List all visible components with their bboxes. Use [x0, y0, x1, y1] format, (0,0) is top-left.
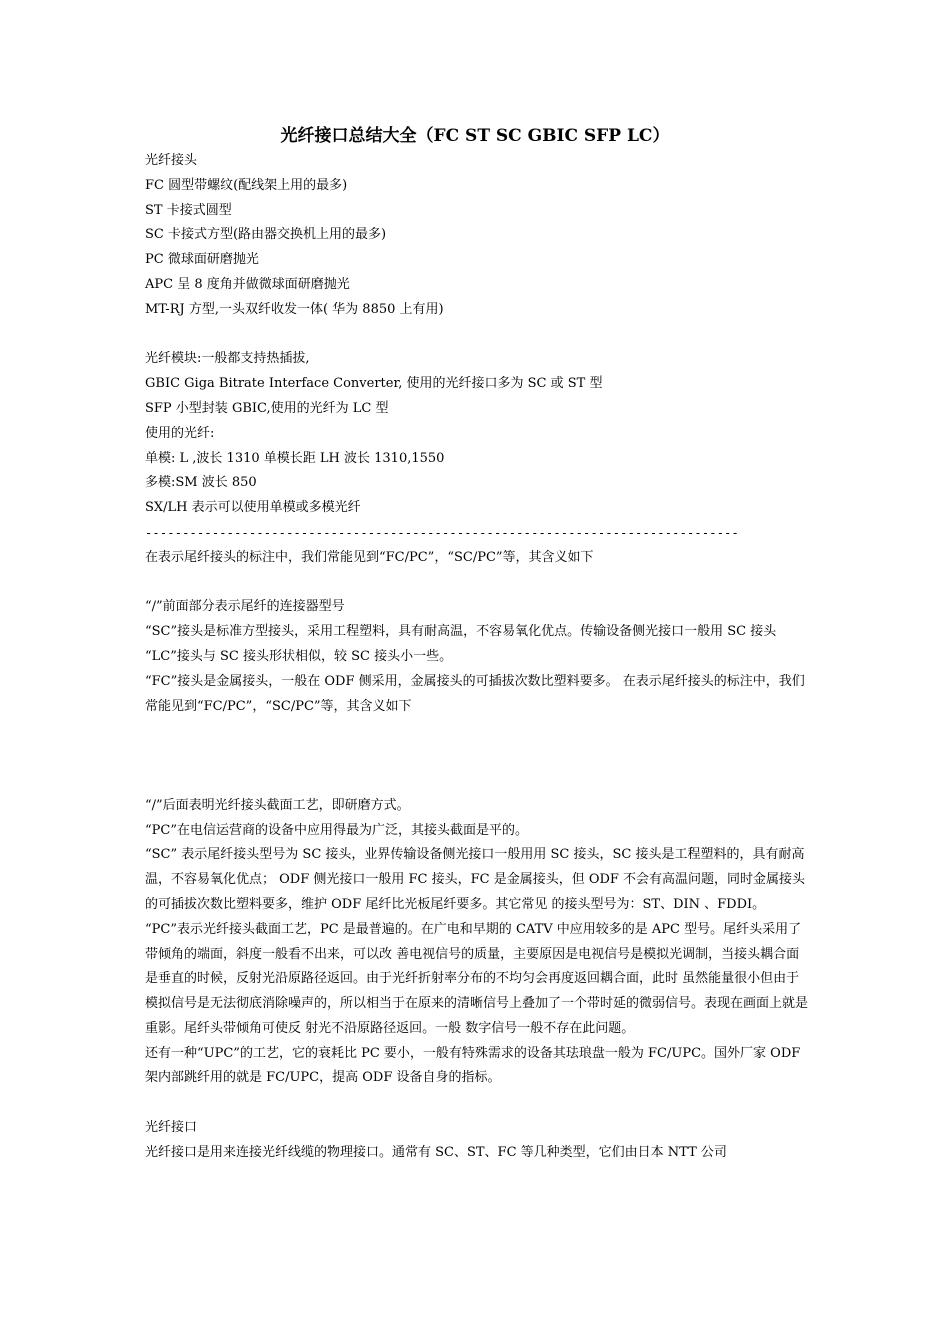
paragraph-line: “PC”在电信运营商的设备中应用得最为广泛，其接头截面是平的。 — [145, 822, 528, 838]
dashed-divider: -------------------------------------------------------------------------------- — [145, 525, 739, 540]
paragraph-line: PC 微球面研磨抛光 — [145, 252, 259, 268]
paragraph-line: SFP 小型封装 GBIC,使用的光纤为 LC 型 — [145, 400, 389, 416]
paragraph-line: 光纤接口是用来连接光纤线缆的物理接口。通常有 SC、ST、FC 等几种类型，它们由日本 NTT 公司 — [145, 1144, 727, 1160]
paragraph-line: FC 圆型带螺纹(配线架上用的最多) — [145, 177, 348, 193]
paragraph-line: “SC” 表示尾纤接头型号为 SC 接头，业界传输设备侧光接口一般用用 SC 接头，SC 接头是工程塑料的，具有耐高温，不容易氧化优点； ODF 侧光接口一般用 FC 接头，FC 是金属接头，但 ODF 不会有高温问题，同时金属接头的可插拔次数比塑料要多，维护 ODF 尾纤比光板尾纤要多。其它常见 的接头型号为：ST、DIN 、FDDI。 — [145, 847, 806, 912]
paragraph-line: 还有一种“UPC”的工艺，它的衰耗比 PC 要小，一般有特殊需求的设备其珐琅盘一般为 FC/UPC。国外厂家 ODF 架内部跳纤用的就是 FC/UPC，提高 ODF 设备自身的指标。 — [145, 1045, 805, 1086]
blank-line — [145, 744, 810, 769]
blank-line — [145, 719, 810, 744]
blank-line — [145, 1091, 810, 1116]
paragraph-line: APC 呈 8 度角并做微球面研磨抛光 — [145, 276, 350, 292]
blank-line — [145, 769, 810, 794]
paragraph-line: 光纤模块:一般都支持热插拔, — [145, 351, 310, 367]
paragraph-line: 在表示尾纤接头的标注中，我们常能见到“FC/PC”，“SC/PC”等，其含义如下 — [145, 549, 594, 565]
paragraph-line: MT-RJ 方型,一头双纤收发一体( 华为 8850 上有用) — [145, 301, 444, 317]
blank-line — [145, 571, 810, 596]
paragraph-line: “/”前面部分表示尾纤的连接器型号 — [145, 599, 345, 615]
paragraph-line: “LC”接头与 SC 接头形状相似，较 SC 接头小一些。 — [145, 648, 453, 664]
paragraph-line: 光纤接头 — [145, 153, 198, 168]
document-body — [145, 149, 810, 1166]
paragraph-line: 光纤接口 — [145, 1120, 198, 1136]
paragraph-line: “/”后面表明光纤接头截面工艺，即研磨方式。 — [145, 797, 410, 813]
paragraph-line: SC 卡接式方型(路由器交换机上用的最多) — [145, 227, 387, 243]
paragraph-line: 多模:SM 波长 850 — [145, 475, 257, 491]
blank-line — [145, 323, 810, 348]
paragraph-line: GBIC Giga Bitrate Interface Converter, 使用的光纤接口多为 SC 或 ST 型 — [145, 376, 603, 392]
paragraph-line: 使用的光纤: — [145, 425, 215, 441]
paragraph-line: “PC”表示光纤接头截面工艺，PC 是最普遍的。在广电和早期的 CATV 中应用较多的是 APC 型号。尾纤头采用了带倾角的端面，斜度一般看不出来，可以改 善电视信号的质量，主要原因是电视信号是模拟光调制，当接头耦合面是垂直的时候，反射光沿原路径返回。由于光纤折射率分布的不均匀会再度返回耦合面，此时 虽然能量很小但由于模拟信号是无法彻底消除噪声的，所以相当于在原来的清晰信号上叠加了一个带时延的微弱信号。表现在画面上就是重影。尾纤头带倾角可使反 射光不沿原路径返回。一般 数字信号一般不存在此问题。 — [145, 921, 809, 1036]
paragraph-line: “SC”接头是标准方型接头，采用工程塑料，具有耐高温，不容易氧化优点。传输设备侧光接口一般用 SC 接头 — [145, 624, 777, 640]
document-title: 光纤接口总结大全（FC ST SC GBIC SFP LC） — [280, 126, 670, 146]
paragraph-line: 单模: L ,波长 1310 单模长距 LH 波长 1310,1550 — [145, 450, 445, 466]
paragraph-line: “FC”接头是金属接头，一般在 ODF 侧采用，金属接头的可插拔次数比塑料要多。 在表示尾纤接头的标注中，我们常能见到“FC/PC”，“SC/PC”等，其含义如下 — [145, 673, 805, 714]
paragraph-line: ST 卡接式圆型 — [145, 202, 232, 218]
paragraph-line: SX/LH 表示可以使用单模或多模光纤 — [145, 500, 361, 516]
